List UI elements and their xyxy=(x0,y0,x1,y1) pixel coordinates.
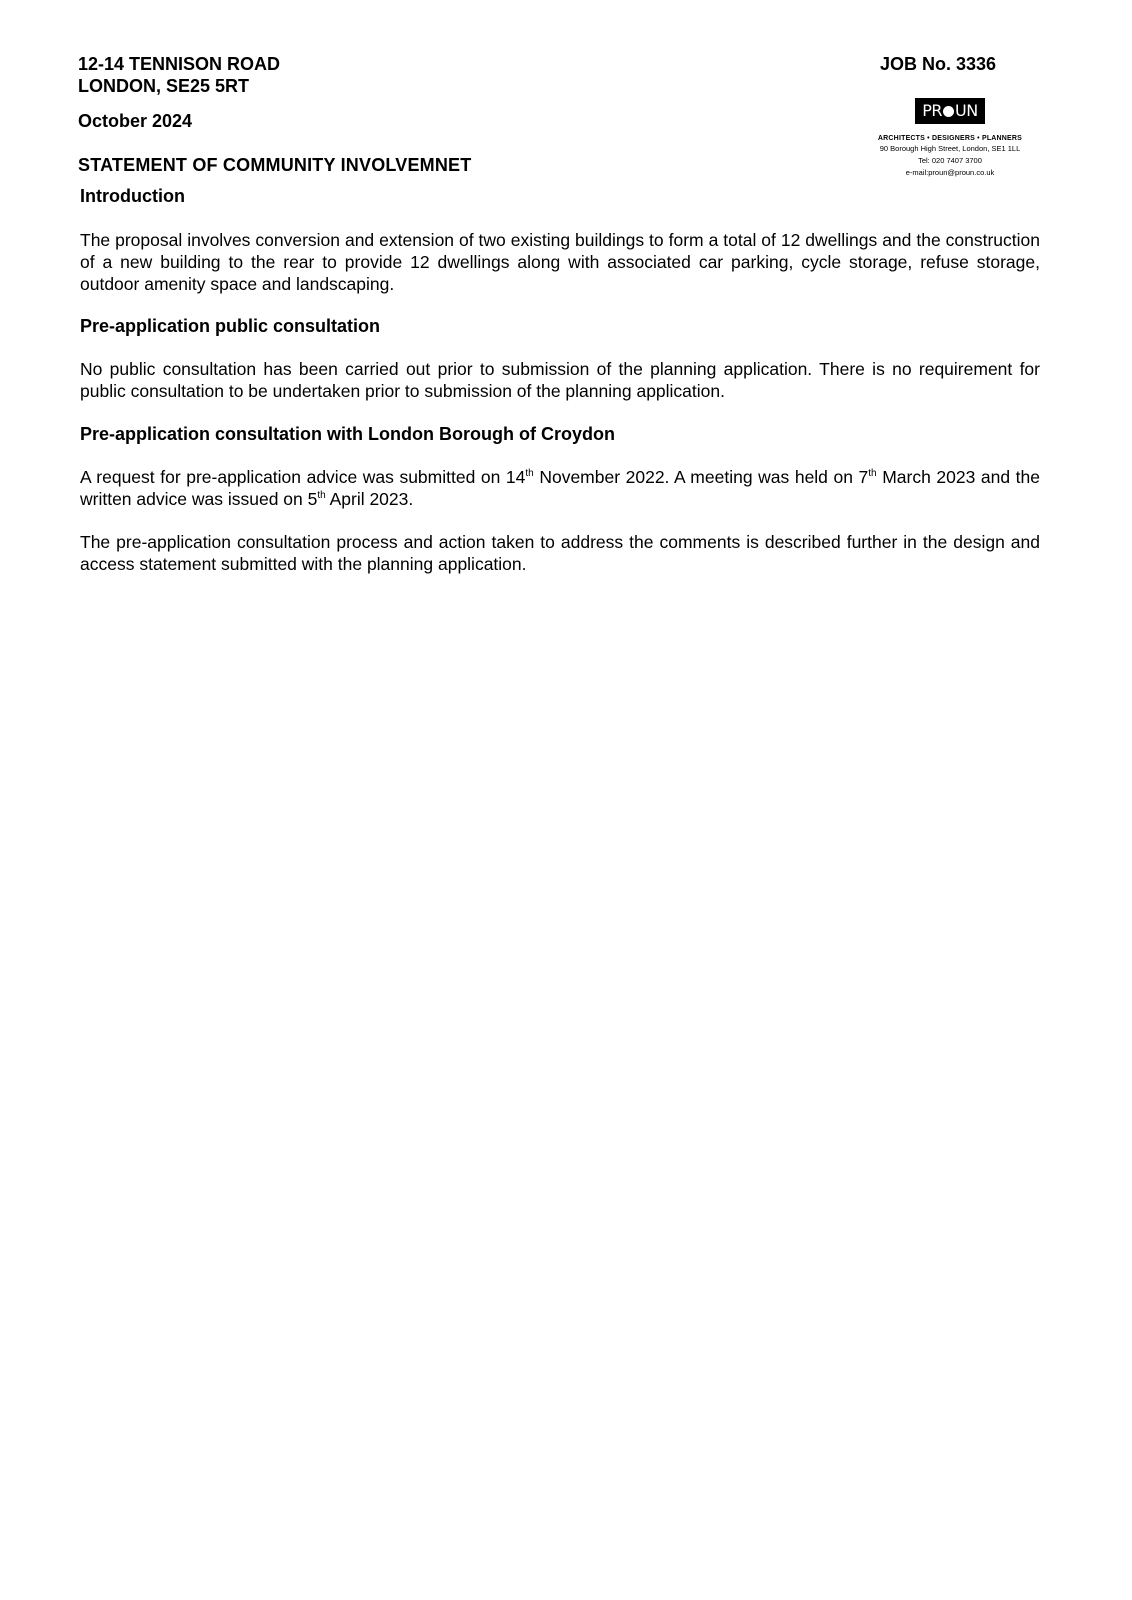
logo-dot-icon xyxy=(943,106,954,117)
address-line-1: 12-14 TENNISON ROAD xyxy=(78,54,281,74)
heading-croydon-consultation: Pre-application consultation with London Borough of Croydon xyxy=(80,424,615,444)
heading-public-consultation: Pre-application public consultation xyxy=(80,316,381,336)
ordinal-suffix: th xyxy=(525,468,534,479)
document-title: STATEMENT OF COMMUNITY INVOLVEMNET xyxy=(78,155,472,175)
ordinal-suffix: th xyxy=(317,490,326,501)
paragraph-public-consultation: No public consultation has been carried out prior to submission of the planning application. There is no requirement for public consultation to be undertaken prior to submission of the planning application. xyxy=(80,359,1040,401)
proun-logo xyxy=(915,98,985,124)
company-tagline: ARCHITECTS • DESIGNERS • PLANNERS xyxy=(877,135,1023,142)
ordinal-suffix: th xyxy=(868,468,877,479)
company-letterhead xyxy=(860,98,1040,179)
job-number: JOB No. 3336 xyxy=(880,54,997,74)
heading-introduction: Introduction xyxy=(80,186,185,206)
text-segment: April 2023. xyxy=(325,489,414,509)
text-segment: A request for pre-application advice was submitted on 14 xyxy=(80,467,526,487)
company-email: e-mail:proun@proun.co.uk xyxy=(905,168,995,177)
logo-text-right: UN xyxy=(955,101,978,120)
company-tel: Tel: 020 7407 3700 xyxy=(918,156,982,165)
text-segment: November 2022. A meeting was held on 7 xyxy=(533,467,869,487)
company-address: 90 Borough High Street, London, SE1 1LL xyxy=(879,144,1021,153)
document-date: October 2024 xyxy=(78,111,193,131)
site-address xyxy=(78,53,280,97)
text-segment: March 2023 and the written advice was issued on 5 xyxy=(80,467,1040,509)
address-line-2: LONDON, SE25 5RT xyxy=(78,76,250,96)
paragraph-croydon-process: The pre-application consultation process and action taken to address the comments is described further in the design and access statement submitted with the planning application. xyxy=(80,532,1040,574)
paragraph-introduction: The proposal involves conversion and extension of two existing buildings to form a total of 12 dwellings and the construction of a new building to the rear to provide 12 dwellings along with associated car parking, cycle storage, refuse storage, outdoor amenity space and landscaping. xyxy=(80,230,1040,294)
logo-text-left: PR xyxy=(922,101,943,120)
paragraph-croydon-dates xyxy=(80,466,1040,510)
